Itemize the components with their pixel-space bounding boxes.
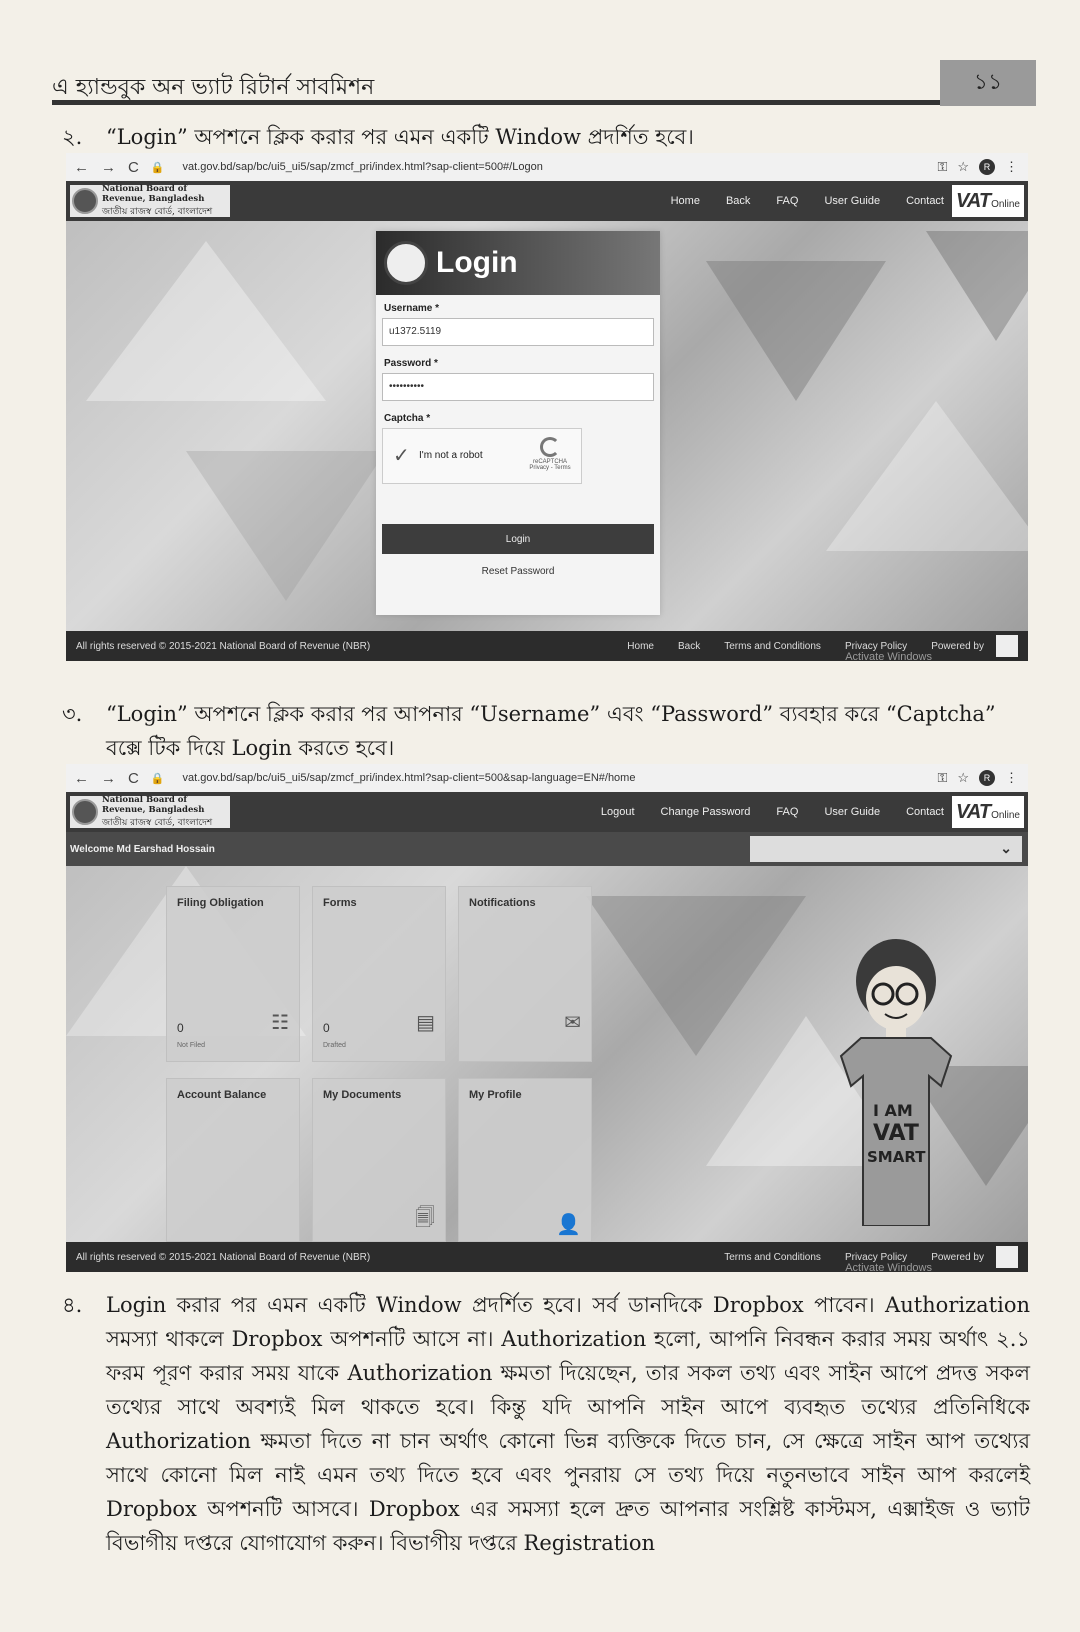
browser-bar [66,153,1028,181]
key-icon[interactable]: ⚿ [937,159,948,174]
tile-subtitle: Drafted [323,1042,346,1049]
nav-logout[interactable]: Logout [600,806,635,818]
profile-avatar[interactable]: R [979,770,995,786]
footer-privacy[interactable]: Privacy Policy [844,640,908,652]
reset-password-link[interactable]: Reset Password [481,566,555,577]
step-3 [62,697,1032,765]
vat-online-logo [952,185,1024,217]
reload-icon[interactable]: C [128,769,139,787]
nav-faq[interactable]: FAQ [776,195,799,207]
vat-logo-main: VAT [956,189,991,212]
step-text: Login করার পর এমন একটি Window প্রদর্শিত হবে। সর্ব ডানদিকে Dropbox পাবেন। Authorization সমস্যা থাকলে Dropbox অপশনটি আসে না। Authorization হলো, আপনি নিবন্ধন করার সময় অর্থাৎ ২.১ ফরম পূরণ করার সময় যাকে Authorization ক্ষমতা দিয়েছেন, তার সকল তথ্য এবং সাইন আপে প্রদত্ত সকল তথ্যের সাথে অবশ্যই মিল থাকতে হবে। কিন্তু যদি আপনি সাইন আপে ব্যবহৃত তথ্যের প্রতিনিধিকে Authorization ক্ষমতা দিতে না চান অর্থাৎ কোনো ভিন্ন ব্যক্তিকে দিতে চান, সে ক্ষেত্রে সাইন আপ তথ্যের সাথে কোনো মিল নাই এমন তথ্য দিতে হবে এবং পুনরায় সে তথ্য দিয়ে নতুনভাবে সাইন আপ করলেই Dropbox অপশনটি আসবে। Dropbox এর সমস্যা হলে দ্রুত আপনার সংশ্লিষ্ট কাস্টমস, এক্সাইজ ও ভ্যাট বিভাগীয় দপ্তরে যোগাযোগ করুন। বিভাগীয় দপ্তরে Registration [106,1293,1030,1555]
reload-icon[interactable]: C [128,158,139,176]
nbr-seal-icon [72,188,98,214]
key-icon[interactable]: ⚿ [937,770,948,785]
login-screenshot [66,153,1028,661]
nbr-name-bn: জাতীয় রাজস্ব বোর্ড, বাংলাদেশ [102,206,213,217]
browser-bar [66,764,1028,792]
tile-title: Forms [323,897,357,909]
recaptcha-terms[interactable]: Privacy - Terms [529,465,571,471]
step-2 [62,120,1032,154]
footer-powered-by: Powered by [931,1251,984,1263]
site-header [66,181,1028,221]
page-number: ১১ [940,60,1036,106]
role-dropdown[interactable] [750,836,1022,862]
nbr-name-en: National Board of Revenue, Bangladesh [102,794,205,815]
vat-online-logo [952,796,1024,828]
tile-subtitle: Not Filed [177,1042,206,1049]
step-number: ৩. [62,702,83,726]
tile-title: Filing Obligation [177,897,264,909]
menu-dots-icon[interactable]: ⋮ [1005,770,1018,785]
tshirt-line-1: I AM [873,1101,913,1120]
username-label: Username * [384,303,440,314]
tile-account-balance[interactable] [166,1078,300,1242]
forward-arrow-icon[interactable]: → [101,769,116,787]
chevron-down-icon: ⌄ [1000,840,1012,856]
bangladesh-seal-icon [384,241,428,285]
site-header [66,792,1028,832]
back-arrow-icon[interactable]: ← [74,158,89,176]
login-card [376,231,660,615]
step-4 [62,1288,1030,1560]
login-background [66,221,1028,631]
footer-copyright: All rights reserved © 2015-2021 National Board of Revenue (NBR) [76,1251,371,1263]
page-header [52,58,1036,110]
checkmark-icon[interactable]: ✓ [393,445,410,467]
dashboard-screenshot [66,764,1028,1272]
tile-my-profile[interactable] [458,1078,592,1242]
welcome-bar [66,832,1028,866]
step-number: ২. [62,125,83,149]
tile-title: Account Balance [177,1089,267,1101]
nav-faq[interactable]: FAQ [776,806,799,818]
password-label: Password * [384,358,438,369]
tile-my-documents[interactable] [312,1078,446,1242]
vendor-logo-icon [996,1246,1018,1268]
nav-back[interactable]: Back [725,195,751,207]
footer-back[interactable]: Back [677,640,701,652]
footer-terms[interactable]: Terms and Conditions [724,640,821,652]
nav-home[interactable]: Home [670,195,700,207]
footer-powered-by: Powered by [931,640,984,652]
star-icon[interactable]: ☆ [957,770,969,785]
nbr-logo[interactable] [70,185,230,217]
footer-privacy[interactable]: Privacy Policy [844,1251,908,1263]
username-input[interactable]: u1372.5119 [382,318,654,346]
tile-filing-obligation[interactable] [166,886,300,1062]
recaptcha-icon [540,437,560,457]
nav-change-password[interactable]: Change Password [660,806,751,818]
envelope-icon: ✉ [564,1012,581,1034]
site-footer [66,631,1028,661]
site-footer [66,1242,1028,1272]
tshirt-line-2: VAT [873,1121,919,1146]
nav-user-guide[interactable]: User Guide [824,195,881,207]
nbr-name-bn: জাতীয় রাজস্ব বোর্ড, বাংলাদেশ [102,817,213,828]
recaptcha-badge [527,437,573,471]
tile-forms[interactable] [312,886,446,1062]
lock-icon: 🔒 [150,772,165,785]
header-rule [52,100,992,105]
step-text: “Login” অপশনে ক্লিক করার পর এমন একটি Window প্রদর্শিত হবে। [106,125,694,149]
step-number: ৪. [62,1293,83,1317]
vat-smart-mascot [801,926,1001,1226]
vat-logo-sub: Online [991,198,1020,210]
checklist-icon: ☷ [271,1012,289,1034]
activate-windows-watermark: Activate Windows [845,651,932,661]
nbr-seal-icon [72,799,98,825]
lock-icon: 🔒 [150,161,165,174]
forward-arrow-icon[interactable]: → [101,158,116,176]
vat-logo-main: VAT [956,800,991,823]
step-text: “Login” অপশনে ক্লিক করার পর আপনার “Username” এবং “Password” ব্যবহার করে “Captcha” বক্সে টিক দিয়ে Login করতে হবে। [106,702,996,760]
login-title: Login [436,246,518,279]
footer-copyright: All rights reserved © 2015-2021 National Board of Revenue (NBR) [76,640,371,652]
captcha-label: Captcha * [384,413,431,424]
captcha-text: I'm not a robot [419,450,483,461]
back-arrow-icon[interactable]: ← [74,769,89,787]
tshirt-line-3: SMART [867,1148,926,1166]
tile-count: 0 [177,1021,184,1035]
tile-title: My Documents [323,1089,402,1101]
star-icon[interactable]: ☆ [957,159,969,174]
recaptcha-label: reCAPTCHA [532,459,567,465]
top-nav [671,181,944,221]
menu-dots-icon[interactable]: ⋮ [1005,159,1018,174]
address-bar[interactable]: vat.gov.bd/sap/bc/ui5_ui5/sap/zmcf_pri/index.html?sap-client=500&sap-language=EN#/home [182,772,636,784]
login-card-header [376,231,660,295]
footer-terms[interactable]: Terms and Conditions [724,1251,821,1263]
tile-notifications[interactable] [458,886,592,1062]
book-title: এ হ্যান্ডবুক অন ভ্যাট রিটার্ন সাবমিশন [52,75,375,100]
person-icon: 👤 [556,1214,581,1236]
tile-title: Notifications [469,897,536,909]
dashboard-background [66,866,1028,1242]
welcome-text: Welcome Md Earshad Hossain [70,844,215,855]
nbr-logo[interactable] [70,796,230,828]
activate-windows-watermark: Activate Windows [845,1262,932,1272]
form-document-icon: ▤ [416,1012,435,1034]
footer-home[interactable]: Home [627,640,654,652]
top-nav [601,792,944,832]
nbr-name-en: National Board of Revenue, Bangladesh [102,183,205,204]
vendor-logo-icon [996,635,1018,657]
documents-icon: 🗐 [415,1207,435,1229]
profile-avatar[interactable]: R [979,159,995,175]
tile-count: 0 [323,1021,330,1035]
vat-logo-sub: Online [991,809,1020,821]
nav-contact[interactable]: Contact [906,806,944,818]
login-button[interactable]: Login [382,524,654,554]
password-input[interactable]: •••••••••• [382,373,654,401]
nav-contact[interactable]: Contact [906,195,944,207]
nav-user-guide[interactable]: User Guide [824,806,881,818]
address-bar[interactable]: vat.gov.bd/sap/bc/ui5_ui5/sap/zmcf_pri/index.html?sap-client=500#/Logon [182,161,543,173]
tile-title: My Profile [469,1089,522,1101]
captcha-widget[interactable] [382,428,582,484]
